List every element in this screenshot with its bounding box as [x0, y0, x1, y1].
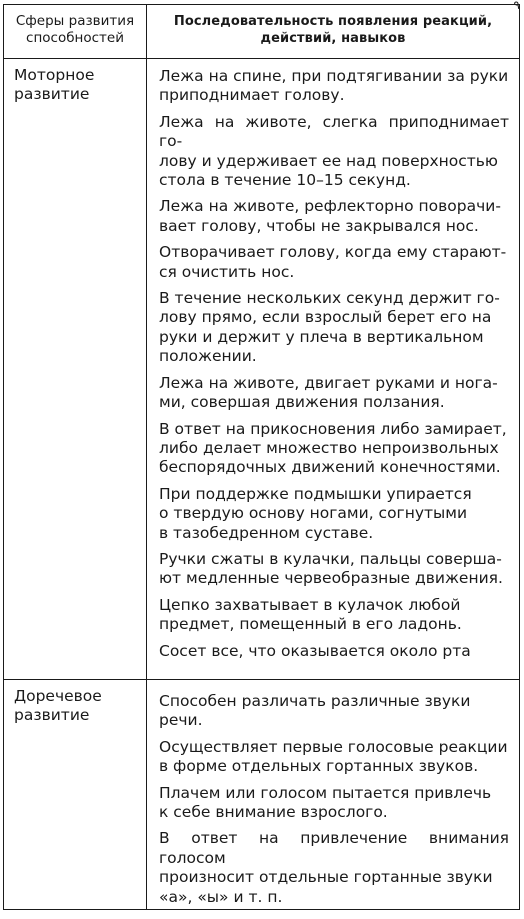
table-row: [4, 59, 520, 680]
sphere-cell-motor: [4, 59, 147, 680]
list-item: В ответ на прикосновения либо замирает, либо делает множество непроизвольных беспорядочных движений конечностями.: [159, 419, 507, 477]
list-item: Цепко захватывает в кулачок любой предмет, помещенный в его ладонь.: [159, 595, 462, 634]
header-sequence-text: Последовательность появления реакций, действий, навыков: [173, 14, 493, 46]
table-header-row: [4, 5, 520, 59]
list-item: Сосет все, что оказывается около рта: [159, 641, 471, 660]
list-item: Плачем или голосом пытается привлечь к себе внимание взрослого.: [159, 783, 492, 821]
development-table: [3, 4, 520, 910]
header-sphere: [4, 5, 147, 59]
list-item: Лежа на спине, при подтягивании за руки приподнимает голову.: [159, 67, 509, 105]
list-item: Лежа на животе, двигает руками и нога- ми, совершая движения ползания.: [159, 373, 498, 412]
sphere-label-prespeech: Доречевое развитие: [14, 686, 102, 724]
list-item: В течение нескольких секунд держит го- лову прямо, если взрослый берет его на руки и держит у плеча в вертикальном положении.: [159, 289, 500, 366]
list-item: В ответ на привлечение внимания голосом произносит отдельные гортанные звуки «а», «ы» и т. п.: [159, 829, 509, 906]
list-item: При поддержке подмышки упирается о твердую основу ногами, согнутыми в тазобедренном суставе.: [159, 484, 472, 542]
header-sphere-text: Сферы развития способностей: [15, 13, 135, 46]
list-item: Ручки сжаты в кулачки, пальцы соверша- ют медленные червеобразные движения.: [159, 549, 503, 588]
sphere-cell-prespeech: [4, 679, 147, 909]
list-item: Лежа на животе, рефлекторно поворачи- вает голову, чтобы не закрывался нос.: [159, 197, 501, 235]
list-item: Лежа на животе, слегка приподнимает го- лову и удерживает ее над поверхностью стола в течение 10–15 секунд.: [159, 112, 509, 190]
items-cell-motor: [147, 59, 520, 680]
header-sequence: [147, 5, 520, 59]
list-item: Осуществляет первые голосовые реакции в форме отдельных гортанных звуков.: [159, 737, 508, 776]
page-corner-mark: ٩: [513, 0, 520, 12]
list-item: Способен различать различные звуки речи.: [159, 691, 471, 730]
items-cell-prespeech: [147, 679, 520, 909]
list-item: Отворачивает голову, когда ему старают- ся очистить нос.: [159, 243, 507, 281]
sphere-label-motor: Моторное развитие: [14, 66, 95, 103]
table-row: [4, 679, 520, 909]
